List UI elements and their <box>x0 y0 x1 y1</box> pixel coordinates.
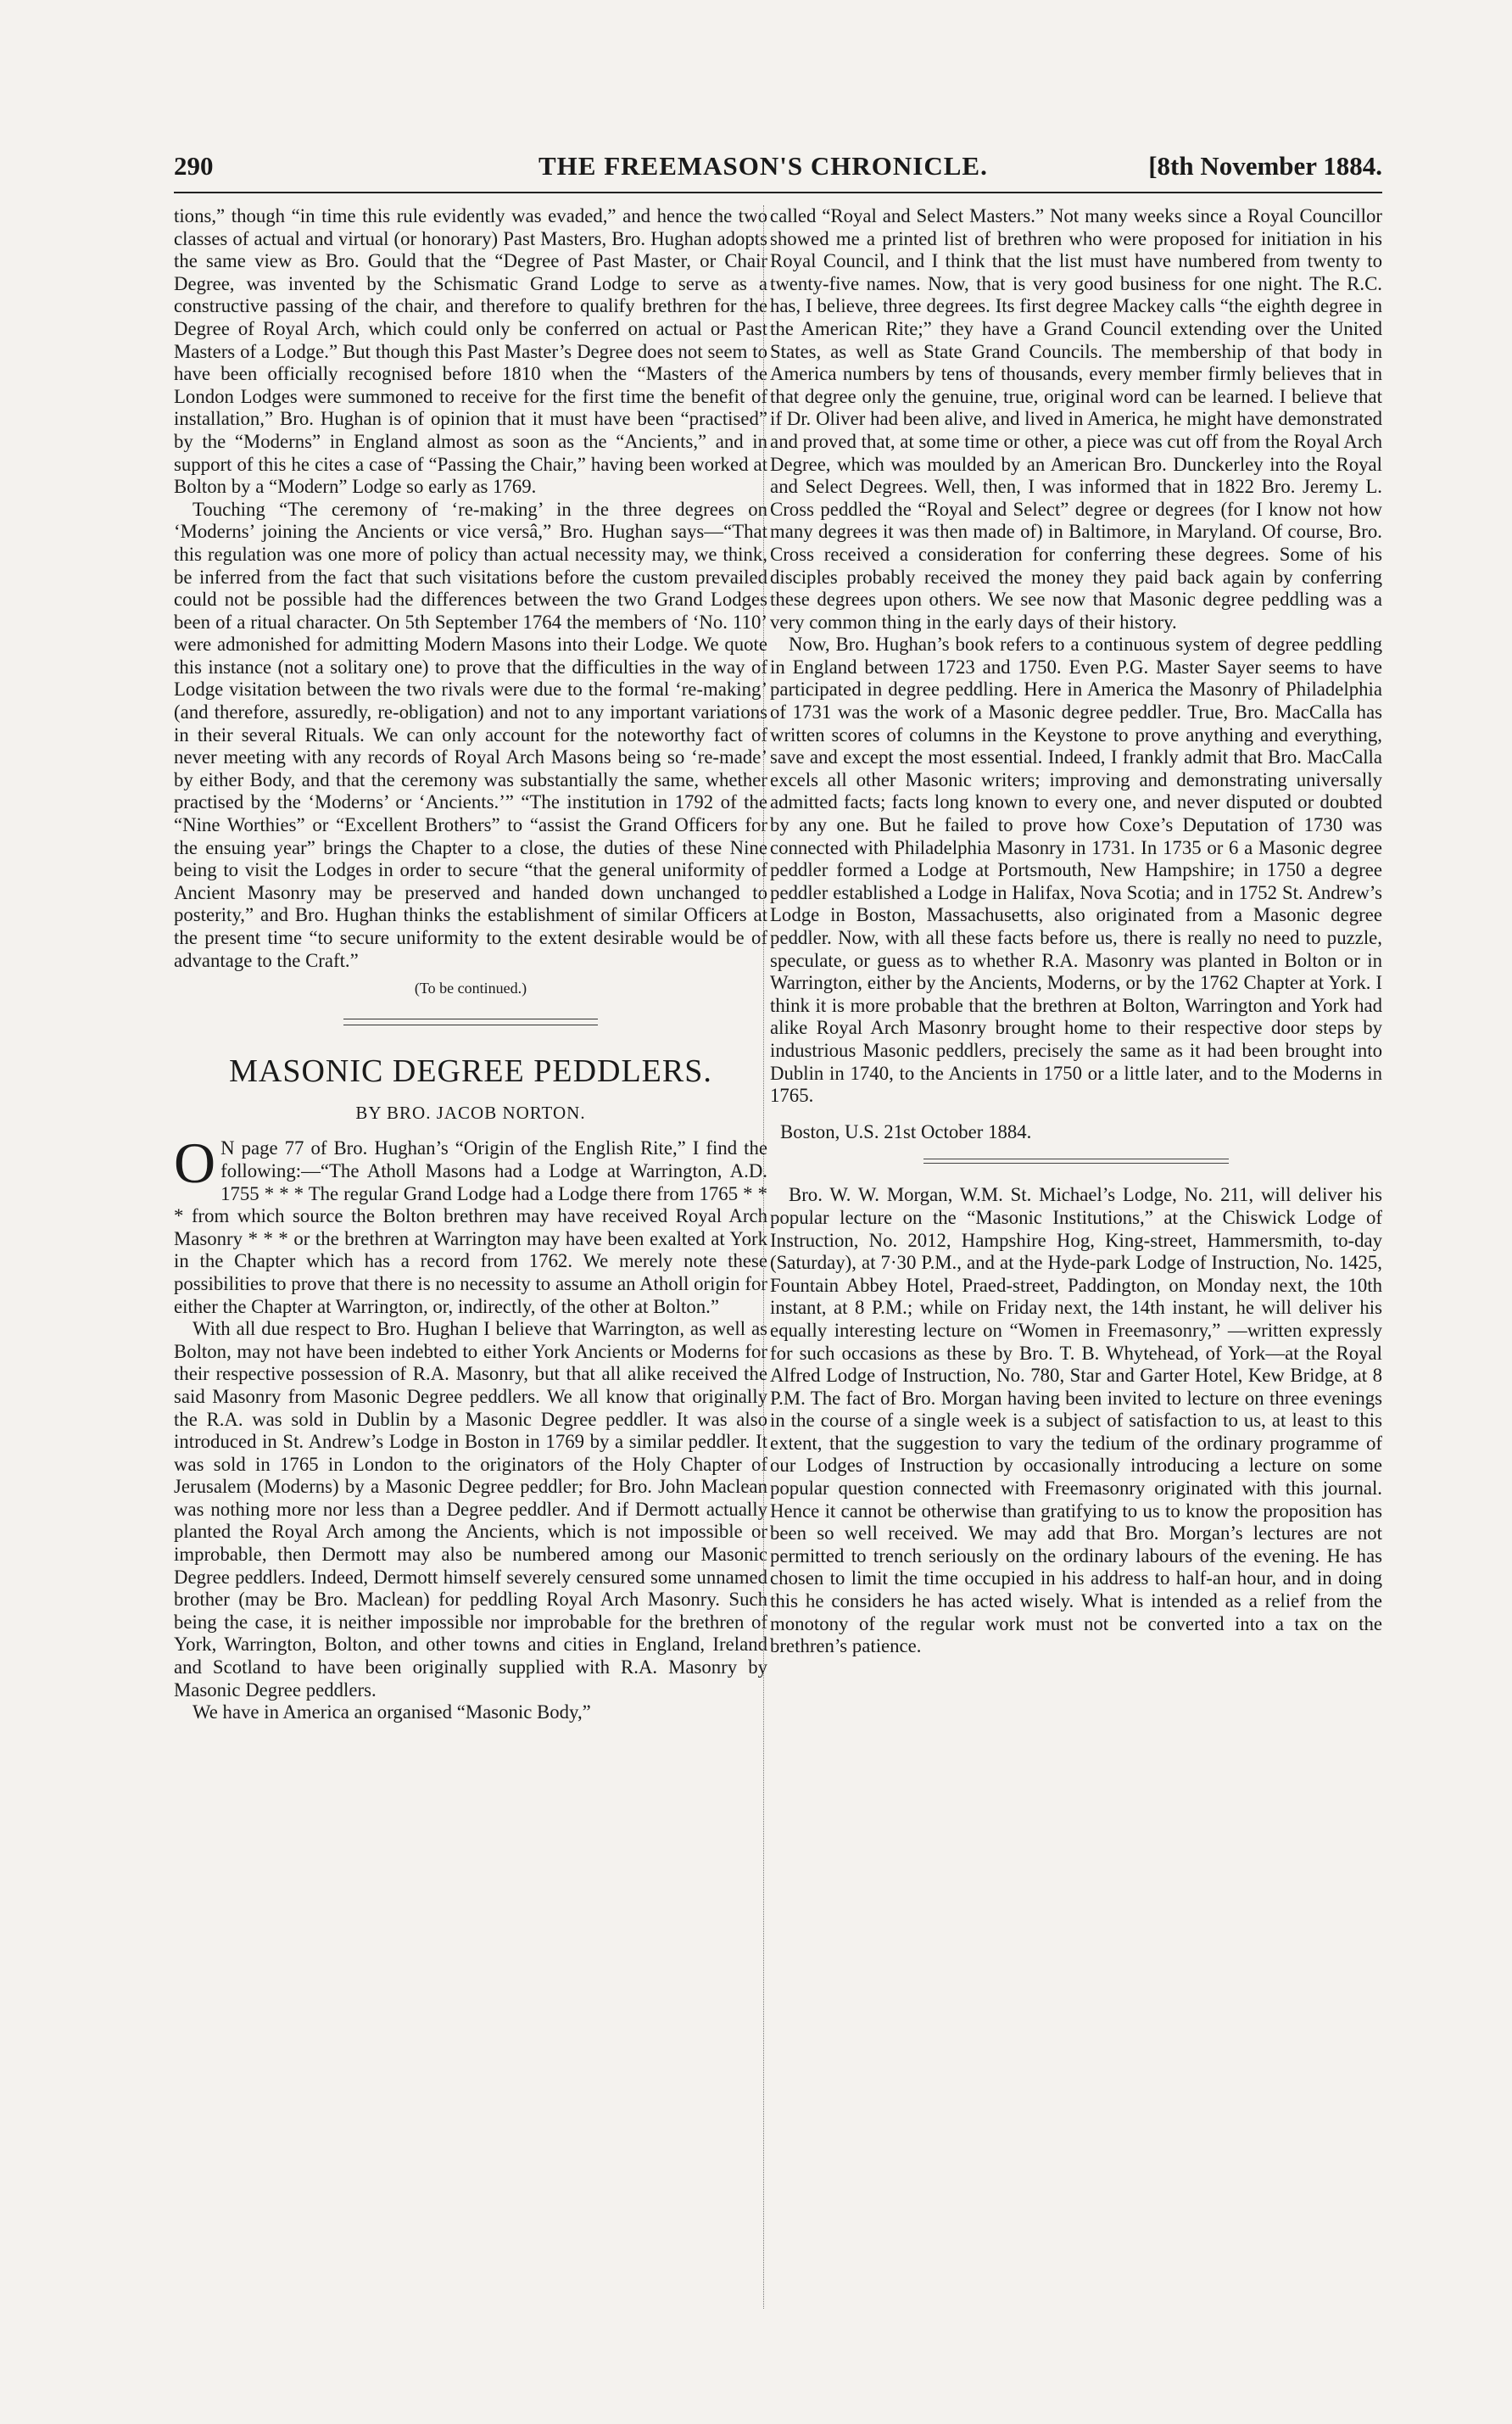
article-lead-paragraph <box>174 1131 767 1318</box>
column-divider <box>763 205 764 2309</box>
header-rule <box>174 192 1382 193</box>
drop-cap: O <box>174 1131 216 1196</box>
article-signature: Boston, U.S. 21st October 1884. <box>780 1120 1032 1142</box>
article-title: MASONIC DEGREE PEDDLERS. <box>229 1053 712 1089</box>
left-column <box>174 205 767 2377</box>
article-paragraph: With all due respect to Bro. Hughan I believe that Warrington, as well as Bolton, may not have been indebted to either York Ancients or Moderns for their respective possession of R.A. Masonry, but that all alike received the said Masonry from Masonic Degree peddlers. We all know that originally the R.A. was sold in Dublin by a Masonic Degree peddler. It was also introduced in St. Andrew’s Lodge in Boston in 1769 by a similar peddler. It was sold in 1765 in London to the originators of the Holy Chapter of Jerusalem (Moderns) by a Masonic Degree peddler; for Bro. John Maclean was nothing more nor less than a Degree peddler. And if Dermott actually planted the Royal Arch among the Ancients, which is not impossible or improbable, then Dermott may also be numbered among our Masonic Degree peddlers. Indeed, Dermott himself severely censured some unnamed brother (may be Bro. Maclean) for peddling Royal Arch Masonry. Such being the case, it is neither impossible nor improbable for the brethren of York, Warrington, Bolton, and other towns and cities in England, Ireland and Scotland to have been originally supplied with R.A. Masonry by Masonic Degree peddlers. <box>174 1318 767 1701</box>
article-paragraph: tions,” though “in time this rule evidently was evaded,” and hence the two classes of actual and virtual (or honorary) Past Masters, Bro. Hughan adopts the same view as Bro. Gould that the “Degree of Past Master, or Chair Degree, was invented by the Schismatic Grand Lodge to serve as a constructive passing of the chair, and therefore to qualify brethren for the Degree of Royal Arch, which could only be conferred on actual or Past Masters of a Lodge.” But though this Past Master’s Degree does not seem to have been officially recognised before 1810 when the “Masters of the London Lodges were summoned to receive for the first time the benefit of installation,” Bro. Hughan is of opinion that it must have been “practised” by the “Moderns” in England almost as soon as the “Ancients,” and in support of this he cites a case of “Passing the Chair,” having been worked at Bolton by a “Modern” Lodge so early as 1769. <box>174 205 767 498</box>
issue-date: [8th November 1884. <box>1148 151 1382 181</box>
article-paragraph: Now, Bro. Hughan’s book refers to a continuous system of degree peddling in England between 1723 and 1750. Even P.G. Master Sayer seems to have participated in degree peddling. Here in America the Masonry of Philadelphia of 1731 was the work of a Masonic degree peddler. True, Bro. MacCalla has written scores of columns in the Keystone to prove anything and everything, save and except the most essential. Indeed, I frankly admit that Bro. MacCalla excels all other Masonic writers; improving and demonstrating universally admitted facts; facts long known to every one, and never disputed or doubted by any one. But he failed to prove how Coxe’s Deputation of 1730 was connected with Philadelphia Masonry in 1731. In 1735 or 6 a Masonic degree peddler formed a Lodge at Portsmouth, New Hampshire; in 1750 a degree peddler established a Lodge in Halifax, Nova Scotia; and in 1752 St. Andrew’s Lodge in Boston, Massachusetts, also originated from a Masonic degree peddler. Now, with all these facts before us, there is really no need to puzzle, speculate, or guess as to whether R.A. Masonry was planted in Bolton or in Warrington, either by the Ancients, Moderns, or by the 1762 Chapter at York. I think it is more probable that the brethren at Bolton, Warrington and York had alike Royal Arch Masonry brought home to their respective door steps by industrious Masonic peddlers, precisely the same as it had been brought into Dublin in 1740, to the Ancients in 1750 or a little later, and to the Moderns in 1765. <box>770 634 1382 1107</box>
article-byline: BY BRO. JACOB NORTON. <box>355 1102 586 1123</box>
lecture-notice: Bro. W. W. Morgan, W.M. St. Michael’s Lodge, No. 211, will deliver his popular lecture on the “Masonic Institutions,” at the Chiswick Lodge of Instruction, No. 2012, Hampshire Hog, King-street, Hammersmith, to-day (Saturday), at 7·30 P.M., and at the Hyde-park Lodge of Instruction, No. 1425, Fountain Abbey Hotel, Praed-street, Paddington, on Monday next, the 10th instant, at 8 P.M.; while on Friday next, the 14th instant, he will deliver his equally interesting lecture on “Women in Freemasonry,” —written expressly for such occasions as these by Bro. T. B. Whytehead, of York—at the Royal Alfred Lodge of Instruction, No. 780, Star and Garter Hotel, Kew Bridge, at 8 P.M. The fact of Bro. Morgan having been invited to lecture on three evenings in the course of a single week is a subject of satisfaction to us, at least to this extent, that the suggestion to vary the tedium of the ordinary programme of our Lodges of Instruction by occasionally introducing a lecture on some popular question connected with Freemasonry originated with this journal. Hence it cannot be otherwise than gratifying to us to know the proposition has been so well received. We may add that Bro. Morgan’s lectures are not permitted to trench seriously on the ordinary labours of the evening. He has chosen to limit the time occupied in his address to half-an hour, and in doing this he considers he has acted wisely. What is intended as a relief from the monotony of the regular work must not be converted into a tax on the brethren’s patience. <box>770 1184 1382 1657</box>
to-be-continued-note: (To be continued.) <box>414 980 527 997</box>
article-paragraph: We have in America an organised “Masonic Body,” <box>192 1701 591 1723</box>
page-header <box>174 149 1382 183</box>
article-paragraph: Touching “The ceremony of ‘re-making’ in the three degrees on ‘Moderns’ joining the Ancients or vice versâ,” Bro. Hughan says—“That this regulation was one more of policy than actual necessity may, we think, be inferred from the fact that such visitations before the custom prevailed could not be possible had the differences between the two Grand Lodges been of a ritual character. On 5th September 1764 the members of ‘No. 110’ were admonished for admitting Modern Masons into their Lodge. We quote this instance (not a solitary one) to prove that the difficulties in the way of Lodge visitation between the two rivals were due to the formal ‘re-making’ (and therefore, assuredly, re-obligation) and not to any important variations in their several Rituals. We can only account for the noteworthy fact of never meeting with any records of Royal Arch Masons being so ‘re-made’ by either Body, and that the ceremony was substantially the same, whether practised by the ‘Moderns’ or ‘Ancients.’” “The institution in 1792 of the “Nine Worthies” or “Excellent Brothers” to “assist the Grand Officers for the ensuing year” brings the Chapter to a close, the duties of these Nine being to visit the Lodges in order to secure “that the general uniformity of Ancient Masonry may be preserved and handed down unchanged to posterity,” and Bro. Hughan thinks the establishment of similar Officers at the present time “to secure uniformity to the extent desirable would be of advantage to the Craft.” <box>174 498 767 971</box>
article-paragraph: called “Royal and Select Masters.” Not many weeks since a Royal Councillor showed me a printed list of brethren who were proposed for initiation in his Royal Council, and I think that the list must have numbered from twenty to twenty-five names. Now, that is very good business for one night. The R.C. has, I believe, three degrees. Its first degree Mackey calls “the eighth degree in the American Rite;” they have a Grand Council extending over the United States, as well as State Grand Councils. The membership of that body in America numbers by tens of thousands, every member firmly believes that in that degree only the genuine, true, original word can be learned. I believe that if Dr. Oliver had been alive, and lived in America, he might have demonstrated and proved that, at some time or other, a piece was cut off from the Royal Arch Degree, which was moulded by an American Bro. Dunckerley into the Royal and Select Degrees. Well, then, I was informed that in 1822 Bro. Jeremy L. Cross peddled the “Royal and Select” degree or degrees (for I know not how many degrees it was then made of) in Baltimore, in Maryland. Of course, Bro. Cross received a consideration for conferring these degrees. Some of his disciples probably received the money they paid back again by conferring these degrees upon others. We see now that Masonic degree peddling was a very common thing in the early days of their history. <box>770 205 1382 633</box>
section-separator <box>343 1019 598 1025</box>
section-separator <box>923 1159 1229 1164</box>
lead-paragraph-text: N page 77 of Bro. Hughan’s “Origin of the English Rite,” I find the following:—“The Atholl Masons had a Lodge at Warrington, A.D. 1755 * * * The regular Grand Lodge had a Lodge there from 1765 * * * from which source the Bolton brethren may have received Royal Arch Masonry * * * or the brethren at Warrington may have been exalted at York in the Chapter which has a record from 1762. We merely note these possibilities to prove that there is no necessity to assume an Atholl origin for either the Chapter at Warrington, or, indirectly, of the other at Bolton.” <box>174 1137 767 1317</box>
right-column <box>770 205 1382 2377</box>
publication-title: THE FREEMASON'S CHRONICLE. <box>538 151 988 181</box>
page-number: 290 <box>174 151 214 181</box>
